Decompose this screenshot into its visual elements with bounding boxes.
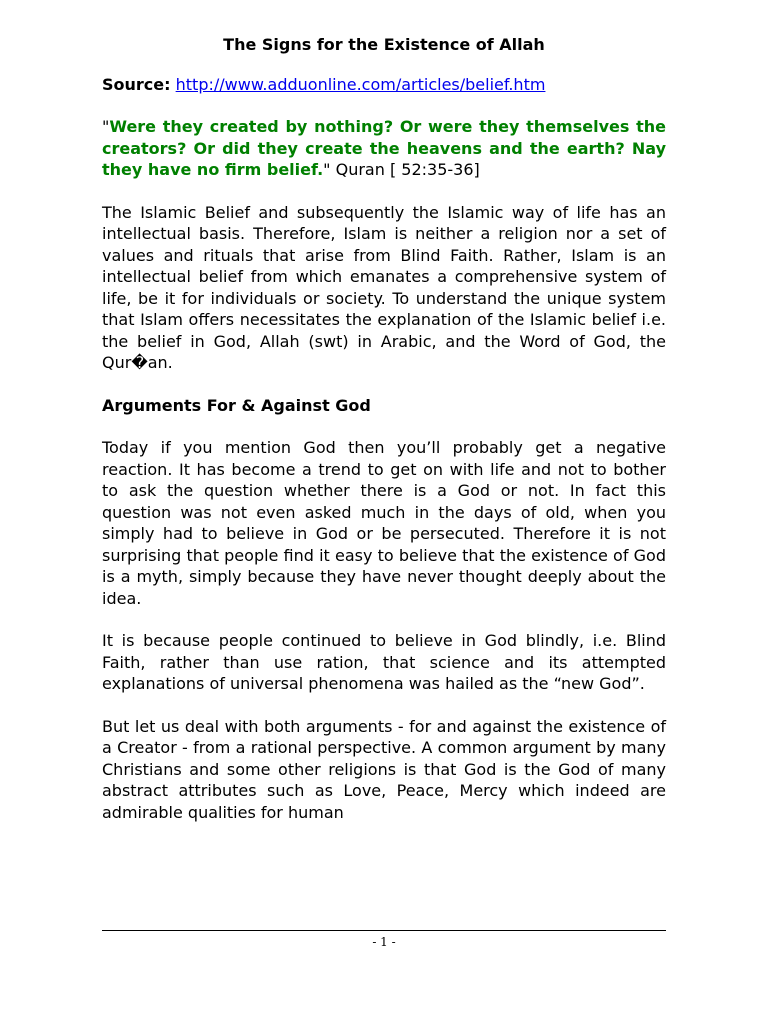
source-line [102,74,666,96]
quote-open-mark: " [102,117,110,136]
footer-divider [102,930,666,931]
paragraph-arguments: But let us deal with both arguments - for and against the existence of a Creator - from a rational perspective. A common argument by many Christians and some other religions is that God is the God of many abstract attributes such as Love, Peace, Mercy which indeed are admirable qualities for human [102,716,666,822]
quote-text: Were they created by nothing? Or were they themselves the creators? Or did they create the heavens and the earth? Nay they have no firm belief. [102,117,666,179]
paragraph-islamic-belief: The Islamic Belief and subsequently the Islamic way of life has an intellectual basis. Therefore, Islam is neither a religion nor a set of values and rituals that arise from Blind Faith. Rather, Islam is an intellectual belief from which emanates a comprehensive system of life, be it for individuals or society. To understand the unique system that Islam offers necessitates the explanation of the Islamic belief i.e. the belief in God, Allah (swt) in Arabic, and the Word of God, the Qur�an. [102,202,666,372]
quran-quote [102,116,666,181]
paragraph-today: Today if you mention God then you’ll probably get a negative reaction. It has become a trend to get on with life and not to bother to ask the question whether there is a God or not. In fact this question was not even asked much in the days of old, when you simply had to believe in God or be persecuted. Therefore it is not surprising that people find it easy to believe that the existence of God is a myth, simply because they have never thought deeply about the idea. [102,438,666,608]
document-page [102,34,666,844]
quote-close-mark: " [323,160,331,179]
source-label: Source: [102,74,171,94]
source-link[interactable]: http://www.adduonline.com/articles/belief.htm [175,74,546,94]
paragraph-blind-faith: It is because people continued to believe in God blindly, i.e. Blind Faith, rather than use ration, that science and its attempted explanations of universal phenomena was hailed as the “new God”. [102,631,666,693]
document-title: The Signs for the Existence of Allah [223,35,545,54]
quote-citation: Quran [ 52:35-36] [330,160,480,179]
section-heading-arguments: Arguments For & Against God [102,395,371,415]
page-number: - 1 - [372,935,396,949]
